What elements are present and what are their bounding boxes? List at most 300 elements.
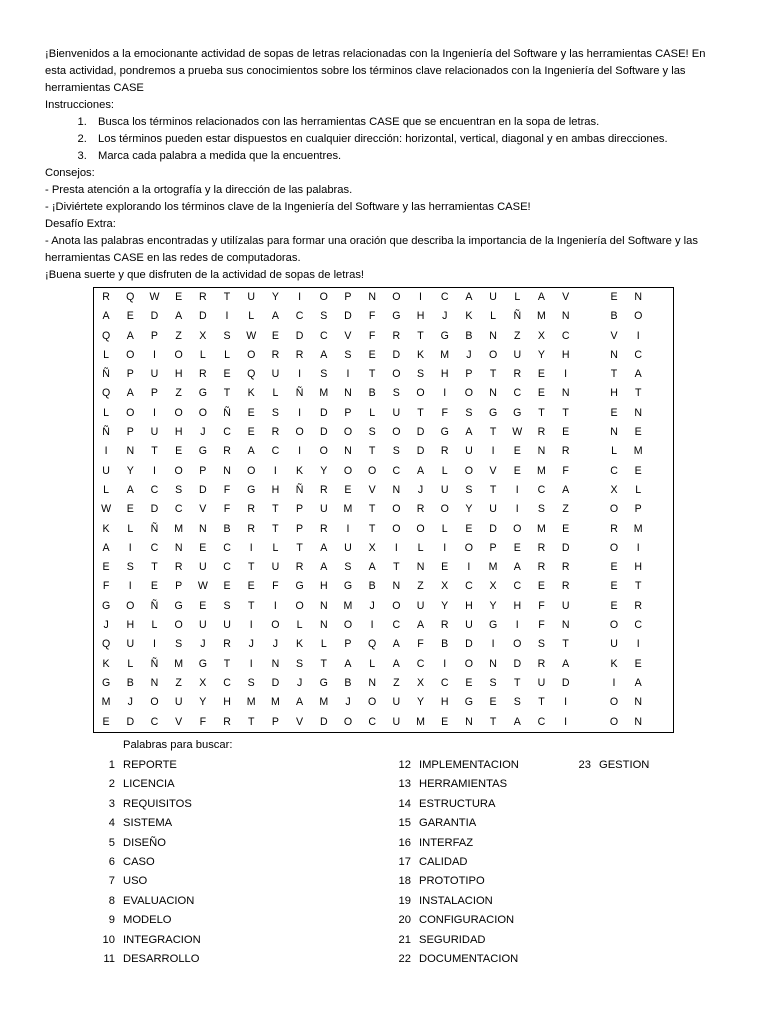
- grid-cell: R: [295, 561, 304, 574]
- grid-cell: K: [247, 387, 255, 400]
- grid-cell: K: [416, 348, 425, 361]
- grid-cell: N: [610, 348, 618, 361]
- grid-cell: P: [344, 406, 352, 419]
- grid-cell: E: [441, 715, 449, 728]
- grid-cell: M: [537, 310, 546, 323]
- grid-cell: U: [416, 599, 425, 612]
- grid-cell: E: [271, 329, 279, 342]
- grid-cell: D: [416, 445, 425, 458]
- grid-cell: Z: [514, 329, 521, 342]
- grid-cell: [578, 558, 602, 577]
- grid-cell: U: [465, 619, 473, 632]
- grid-cell: P: [150, 329, 158, 342]
- grid-cell: E: [610, 291, 618, 303]
- grid-cell: E: [610, 599, 618, 612]
- grid-cell: U: [513, 348, 522, 361]
- grid-cell: X: [368, 541, 376, 554]
- grid-cell: L: [441, 464, 448, 477]
- grid-cell: M: [174, 657, 184, 670]
- grid-cell: E: [247, 426, 255, 439]
- word-list-item: [93, 951, 201, 970]
- grid-cell: M: [270, 696, 280, 709]
- grid-cell: C: [610, 464, 618, 477]
- grid-cell: G: [319, 676, 328, 689]
- grid-cell: I: [515, 483, 519, 496]
- grid-cell: D: [199, 310, 207, 323]
- grid-cell: N: [126, 445, 135, 458]
- grid-cell: M: [537, 464, 546, 477]
- grid-cell: L: [320, 638, 327, 651]
- instructions-heading: Instrucciones:: [45, 99, 115, 111]
- word-list-item: [387, 873, 519, 892]
- grid-cell: P: [344, 638, 352, 651]
- grid-cell: M: [537, 522, 546, 535]
- grid-cell: Z: [175, 676, 182, 689]
- grid-cell: U: [537, 676, 546, 689]
- grid-cell: K: [102, 522, 110, 535]
- grid-cell: N: [174, 541, 183, 554]
- word-text: DESARROLLO: [123, 952, 200, 965]
- grid-cell: S: [465, 406, 473, 419]
- grid-cell: A: [392, 657, 400, 670]
- grid-cell: I: [515, 503, 519, 516]
- grid-cell: R: [537, 657, 546, 670]
- grid-cell: Ñ: [513, 310, 522, 323]
- word-list-item: [387, 893, 519, 912]
- grid-cell: C: [174, 503, 183, 516]
- grid-cell: I: [491, 638, 495, 651]
- grid-cell: T: [272, 522, 279, 535]
- word-text: INTEGRACION: [123, 933, 201, 946]
- word-list-item: [575, 757, 649, 776]
- grid-cell: B: [368, 580, 376, 593]
- grid-cell: O: [295, 599, 304, 612]
- grid-cell: C: [392, 464, 401, 477]
- grid-cell: P: [465, 368, 473, 381]
- grid-cell: I: [249, 657, 253, 670]
- grid-cell: N: [561, 310, 570, 323]
- grid-cell: C: [465, 580, 473, 593]
- grid-cell: G: [488, 406, 498, 419]
- word-number: 12: [398, 759, 411, 771]
- grid-cell: O: [609, 503, 619, 516]
- grid-cell: U: [392, 696, 401, 709]
- grid-cell: C: [150, 541, 159, 554]
- grid-cell: H: [610, 387, 618, 400]
- grid-cell: S: [271, 406, 279, 419]
- grid-cell: N: [489, 657, 497, 670]
- grid-cell: [578, 442, 602, 461]
- grid-row: [94, 442, 673, 461]
- grid-cell: A: [562, 657, 570, 670]
- grid-cell: W: [197, 580, 208, 593]
- grid-cell: L: [199, 348, 206, 361]
- grid-cell: N: [634, 715, 643, 728]
- word-number: 19: [398, 894, 411, 907]
- grid-cell: E: [634, 426, 642, 439]
- grid-cell: G: [513, 406, 522, 419]
- grid-cell: R: [319, 483, 328, 496]
- grid-cell: M: [343, 503, 353, 516]
- grid-row: [94, 327, 673, 346]
- grid-cell: R: [102, 291, 110, 303]
- grid-cell: U: [489, 503, 497, 516]
- grid-cell: I: [128, 541, 132, 554]
- word-number: 7: [108, 875, 115, 888]
- word-list-item: [387, 951, 519, 970]
- grid-cell: B: [126, 676, 134, 689]
- grid-cell: S: [223, 599, 231, 612]
- word-list-title: Palabras para buscar:: [123, 739, 233, 751]
- grid-cell: V: [610, 329, 618, 342]
- grid-cell: E: [513, 541, 521, 554]
- grid-cell: T: [151, 445, 158, 458]
- grid-cell: K: [465, 310, 473, 323]
- grid-cell: J: [296, 676, 303, 689]
- grid-row: [94, 423, 673, 442]
- grid-cell: S: [513, 696, 521, 709]
- grid-cell: X: [199, 676, 207, 689]
- grid-row: [94, 520, 673, 539]
- grid-cell: Q: [101, 329, 111, 342]
- grid-cell: N: [344, 445, 352, 458]
- grid-row: [94, 481, 673, 500]
- grid-cell: N: [416, 561, 425, 574]
- grid-cell: A: [416, 464, 425, 477]
- grid-cell: U: [150, 368, 159, 381]
- grid-cell: R: [392, 329, 401, 342]
- grid-cell: N: [150, 676, 159, 689]
- grid-cell: [578, 423, 602, 442]
- grid-cell: C: [440, 676, 449, 689]
- grid-cell: Ñ: [150, 657, 159, 670]
- grid-cell: J: [103, 619, 109, 632]
- grid-cell: C: [223, 426, 231, 439]
- grid-cell: D: [465, 638, 473, 651]
- grid-cell: [578, 384, 602, 403]
- grid-cell: L: [441, 522, 448, 535]
- grid-cell: N: [561, 387, 570, 400]
- grid-cell: D: [489, 522, 497, 535]
- word-text: LICENCIA: [123, 778, 175, 791]
- grid-row: [94, 307, 673, 326]
- word-number: 18: [398, 875, 411, 888]
- word-number: 16: [398, 836, 411, 849]
- grid-cell: S: [392, 445, 400, 458]
- grid-cell: T: [223, 291, 231, 303]
- grid-cell: [578, 327, 602, 346]
- grid-cell: A: [126, 483, 134, 496]
- grid-cell: A: [416, 619, 425, 632]
- word-list-item: [387, 815, 519, 834]
- grid-cell: S: [126, 561, 134, 574]
- grid-cell: H: [174, 426, 183, 439]
- grid-cell: A: [247, 445, 255, 458]
- grid-cell: N: [368, 676, 376, 689]
- grid-cell: J: [200, 426, 206, 439]
- grid-cell: D: [126, 715, 135, 728]
- grid-cell: T: [247, 715, 255, 728]
- grid-cell: M: [343, 599, 353, 612]
- grid-cell: O: [392, 368, 401, 381]
- grid-cell: L: [272, 541, 279, 554]
- grid-cell: Ñ: [150, 522, 159, 535]
- grid-cell: R: [561, 445, 570, 458]
- grid-cell: T: [489, 715, 497, 728]
- grid-cell: R: [199, 291, 207, 303]
- grid-cell: G: [392, 310, 401, 323]
- grid-cell: O: [319, 291, 328, 303]
- grid-cell: C: [513, 580, 522, 593]
- grid-cell: Q: [101, 387, 111, 400]
- word-text: INTERFAZ: [419, 836, 474, 849]
- grid-cell: W: [246, 329, 257, 342]
- grid-cell: O: [174, 619, 183, 632]
- grid-cell: E: [175, 291, 183, 303]
- grid-row: [94, 597, 673, 616]
- grid-cell: U: [465, 445, 473, 458]
- grid-cell: V: [199, 503, 207, 516]
- grid-cell: N: [489, 329, 497, 342]
- word-list-item: [387, 776, 519, 795]
- grid-cell: X: [489, 580, 497, 593]
- word-number: 23: [578, 759, 591, 771]
- grid-cell: Ñ: [102, 426, 110, 439]
- word-list-item: [93, 932, 201, 951]
- grid-cell: E: [344, 483, 352, 496]
- grid-cell: [578, 597, 602, 616]
- grid-cell: I: [564, 715, 568, 728]
- challenge-text: - Anota las palabras encontradas y utilízalas para formar una oración que describa la importancia de la Ingeniería del Software y las herramientas CASE en las redes de computadoras.: [45, 235, 698, 264]
- grid-cell: N: [537, 445, 546, 458]
- grid-cell: D: [319, 426, 328, 439]
- word-number: 8: [108, 894, 115, 907]
- grid-cell: C: [368, 715, 376, 728]
- grid-cell: B: [465, 329, 473, 342]
- grid-cell: T: [272, 503, 279, 516]
- grid-cell: S: [320, 368, 328, 381]
- word-list-item: [93, 796, 201, 815]
- grid-cell: S: [344, 348, 352, 361]
- grid-cell: A: [126, 329, 134, 342]
- grid-cell: [578, 635, 602, 654]
- grid-cell: R: [537, 561, 546, 574]
- grid-cell: F: [199, 715, 207, 728]
- grid-cell: D: [150, 503, 159, 516]
- grid-cell: Q: [247, 368, 256, 381]
- grid-cell: O: [368, 464, 377, 477]
- grid-cell: T: [562, 638, 569, 651]
- grid-cell: O: [464, 541, 474, 554]
- grid-cell: [578, 693, 602, 712]
- grid-cell: C: [223, 561, 231, 574]
- grid-cell: R: [271, 426, 280, 439]
- grid-cell: J: [127, 696, 133, 709]
- grid-cell: Y: [441, 599, 449, 612]
- word-list-item: [93, 776, 201, 795]
- grid-cell: I: [346, 368, 350, 381]
- grid-cell: E: [513, 464, 521, 477]
- grid-cell: I: [249, 619, 253, 632]
- grid-cell: C: [561, 329, 570, 342]
- grid-cell: L: [103, 483, 110, 496]
- grid-cell: P: [126, 368, 134, 381]
- word-number: 1: [108, 759, 115, 771]
- grid-cell: T: [489, 483, 497, 496]
- grid-cell: T: [368, 445, 376, 458]
- grid-cell: N: [271, 657, 280, 670]
- grid-cell: R: [440, 445, 449, 458]
- grid-cell: C: [416, 657, 425, 670]
- grid-cell: I: [564, 696, 568, 709]
- grid-cell: L: [417, 541, 424, 554]
- word-text: GESTION: [599, 759, 650, 771]
- grid-cell: U: [199, 619, 207, 632]
- grid-cell: N: [199, 522, 207, 535]
- grid-cell: E: [126, 503, 134, 516]
- grid-cell: R: [247, 522, 256, 535]
- grid-cell: N: [319, 599, 328, 612]
- grid-cell: U: [271, 368, 280, 381]
- closing-text: ¡Buena suerte y que disfruten de la actividad de sopas de letras!: [45, 269, 365, 281]
- grid-cell: O: [392, 426, 401, 439]
- grid-cell: L: [490, 310, 497, 323]
- grid-cell: F: [223, 503, 231, 516]
- grid-cell: E: [150, 580, 158, 593]
- grid-cell: V: [489, 464, 497, 477]
- grid-cell: M: [319, 387, 329, 400]
- grid-cell: E: [537, 580, 545, 593]
- grid-cell: U: [102, 464, 110, 477]
- grid-row: [94, 404, 673, 423]
- grid-cell: [578, 674, 602, 693]
- grid-cell: D: [416, 426, 425, 439]
- grid-cell: A: [296, 696, 304, 709]
- grid-cell: F: [223, 483, 231, 496]
- grid-cell: I: [636, 638, 640, 651]
- grid-cell: T: [538, 406, 545, 419]
- word-list-item: [93, 912, 201, 931]
- grid-cell: M: [101, 696, 111, 709]
- grid-cell: O: [464, 657, 474, 670]
- grid-cell: E: [223, 368, 231, 381]
- grid-row: [94, 288, 673, 307]
- grid-cell: D: [344, 310, 352, 323]
- grid-cell: I: [467, 561, 471, 574]
- word-list-item: [387, 796, 519, 815]
- grid-cell: A: [271, 310, 279, 323]
- grid-cell: Y: [320, 464, 328, 477]
- grid-row: [94, 384, 673, 403]
- grid-cell: A: [126, 387, 134, 400]
- grid-cell: X: [441, 580, 449, 593]
- grid-cell: [578, 481, 602, 500]
- grid-cell: K: [102, 657, 110, 670]
- grid-cell: O: [416, 387, 425, 400]
- grid-cell: E: [634, 657, 642, 670]
- grid-cell: I: [152, 464, 156, 477]
- grid-cell: Z: [417, 580, 424, 593]
- grid-cell: A: [537, 291, 545, 303]
- grid-cell: N: [634, 696, 643, 709]
- grid-cell: N: [465, 715, 473, 728]
- grid-cell: N: [561, 619, 570, 632]
- grid-cell: A: [368, 561, 376, 574]
- grid-cell: U: [392, 715, 401, 728]
- grid-row: [94, 635, 673, 654]
- grid-cell: T: [489, 426, 497, 439]
- grid-cell: T: [320, 657, 328, 670]
- grid-row: [94, 693, 673, 712]
- grid-cell: A: [320, 561, 328, 574]
- grid-cell: Ñ: [102, 368, 110, 381]
- grid-cell: I: [104, 445, 108, 458]
- grid-cell: S: [537, 638, 545, 651]
- grid-cell: Y: [199, 696, 207, 709]
- grid-cell: H: [440, 696, 449, 709]
- grid-cell: E: [610, 406, 618, 419]
- grid-cell: U: [440, 483, 449, 496]
- grid-cell: E: [441, 561, 449, 574]
- grid-row: [94, 674, 673, 693]
- grid-cell: I: [249, 541, 253, 554]
- grid-row: [94, 655, 673, 674]
- grid-cell: Y: [416, 696, 425, 709]
- grid-cell: I: [128, 580, 132, 593]
- grid-cell: U: [223, 619, 231, 632]
- word-list-item: [387, 835, 519, 854]
- grid-cell: W: [149, 291, 160, 303]
- grid-cell: N: [634, 291, 643, 303]
- grid-cell: I: [419, 291, 422, 303]
- grid-cell: R: [223, 445, 231, 458]
- grid-cell: O: [634, 310, 643, 323]
- grid-cell: O: [198, 406, 207, 419]
- grid-cell: T: [634, 580, 642, 593]
- word-list-column-2: [387, 757, 519, 970]
- grid-cell: H: [223, 696, 231, 709]
- grid-cell: Y: [271, 291, 279, 303]
- word-list-column-1: [93, 757, 201, 970]
- grid-cell: E: [610, 580, 618, 593]
- grid-cell: T: [634, 387, 642, 400]
- grid-cell: I: [612, 676, 616, 689]
- grid-cell: I: [443, 657, 447, 670]
- grid-cell: S: [344, 561, 352, 574]
- grid-cell: A: [465, 291, 473, 303]
- grid-cell: O: [271, 619, 280, 632]
- grid-row: [94, 462, 673, 481]
- grid-cell: D: [561, 541, 570, 554]
- word-text: ESTRUCTURA: [419, 797, 496, 810]
- grid-cell: E: [102, 561, 110, 574]
- grid-cell: U: [610, 638, 618, 651]
- grid-cell: Ñ: [223, 406, 231, 419]
- grid-cell: T: [514, 676, 521, 689]
- grid-cell: D: [513, 657, 522, 670]
- word-number: 5: [108, 836, 115, 849]
- grid-cell: G: [198, 445, 207, 458]
- grid-cell: T: [223, 657, 231, 670]
- grid-cell: R: [561, 561, 570, 574]
- grid-cell: O: [174, 348, 183, 361]
- grid-cell: G: [440, 426, 449, 439]
- grid-cell: G: [440, 329, 449, 342]
- grid-cell: V: [368, 483, 376, 496]
- grid-cell: I: [515, 619, 519, 632]
- grid-cell: J: [272, 638, 279, 651]
- grid-cell: S: [416, 368, 425, 381]
